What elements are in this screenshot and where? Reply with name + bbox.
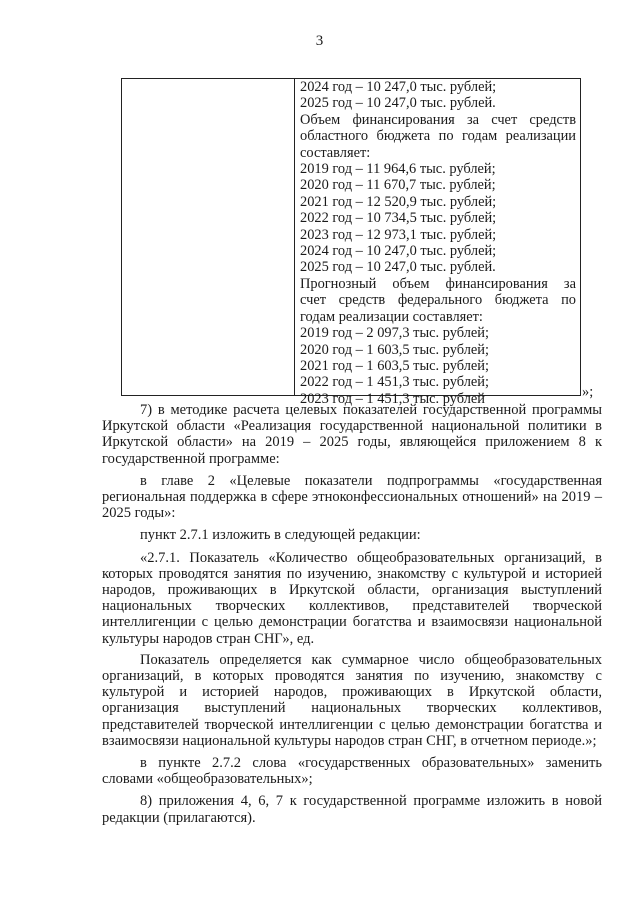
table-line: 2020 год – 1 603,5 тыс. рублей; bbox=[300, 341, 489, 358]
page-number: 3 bbox=[315, 33, 324, 49]
table-line: 2020 год – 11 670,7 тыс. рублей; bbox=[300, 177, 496, 194]
table-line: 2022 год – 1 451,3 тыс. рублей; bbox=[300, 374, 489, 391]
table-line: 2024 год – 10 247,0 тыс. рублей; bbox=[300, 243, 497, 260]
table-line: Прогнозный объем финансирования за bbox=[300, 275, 576, 292]
table-line: 2022 год – 10 734,5 тыс. рублей; bbox=[300, 210, 497, 227]
paragraph: 8) приложения 4, 6, 7 к государственной программе изложить в новой редакции (прилагаются). bbox=[102, 793, 602, 826]
table-line: 2023 год – 1 451,3 тыс. рублей bbox=[300, 390, 485, 407]
table-cell-financing bbox=[300, 79, 576, 407]
paragraph: в пункте 2.7.2 слова «государственных образовательных» заменить словами «общеобразовательных»; bbox=[102, 755, 602, 788]
table-line: 2021 год – 12 520,9 тыс. рублей; bbox=[300, 193, 497, 210]
paragraph: пункт 2.7.1 изложить в следующей редакции: bbox=[140, 527, 421, 544]
table-line: счет средств федерального бюджета по bbox=[300, 292, 576, 309]
table-line: 2025 год – 10 247,0 тыс. рублей. bbox=[300, 95, 496, 112]
paragraph: «2.7.1. Показатель «Количество общеобразовательных организаций, в которых проводятся занятия по изучению, знакомству с культурой и историей народов, проживающих в Иркутской области, организация выступлений национальных творческих коллективов, представителей творческой интеллигенции с целью демонстрации богатства и взаимосвязи национальной культуры народов стран СНГ», ед. bbox=[102, 549, 602, 647]
table-column-divider bbox=[294, 79, 295, 395]
table-line: 2019 год – 11 964,6 тыс. рублей; bbox=[300, 161, 496, 178]
financing-table bbox=[121, 78, 581, 407]
table-line: годам реализации составляет: bbox=[300, 308, 483, 325]
table-closing-quote: »; bbox=[582, 384, 594, 400]
table-line: Объем финансирования за счет средств bbox=[300, 111, 576, 128]
table-line: составляет: bbox=[300, 144, 371, 161]
paragraph: 7) в методике расчета целевых показателей государственной программы Иркутской области «Реализация государственной национальной политики в Иркутской области» на 2019 – 2025 годы, являющейся приложением 8 к государственной программе: bbox=[102, 402, 602, 467]
table-line: 2024 год – 10 247,0 тыс. рублей; bbox=[300, 79, 497, 95]
paragraph: Показатель определяется как суммарное число общеобразовательных организаций, в которых проводятся занятия по изучению, знакомству с культурой и историей народов, проживающих в Иркутской области, организация выступлений национальных творческих коллективов, представителей творческой интеллигенции с целью демонстрации богатства и взаимосвязи национальной культуры народов стран СНГ, в отчетном периоде.»; bbox=[102, 651, 602, 749]
table-line: областного бюджета по годам реализации bbox=[300, 128, 576, 145]
table-line: 2021 год – 1 603,5 тыс. рублей; bbox=[300, 357, 489, 374]
table-line: 2025 год – 10 247,0 тыс. рублей. bbox=[300, 259, 496, 276]
table-line: 2023 год – 12 973,1 тыс. рублей; bbox=[300, 226, 497, 243]
paragraph: в главе 2 «Целевые показатели подпрограммы «государственная региональная поддержка в сфере этноконфессиональных отношений» на 2019 – 2025 годы»: bbox=[102, 472, 602, 522]
table-line: 2019 год – 2 097,3 тыс. рублей; bbox=[300, 325, 489, 342]
document-body bbox=[102, 402, 602, 826]
